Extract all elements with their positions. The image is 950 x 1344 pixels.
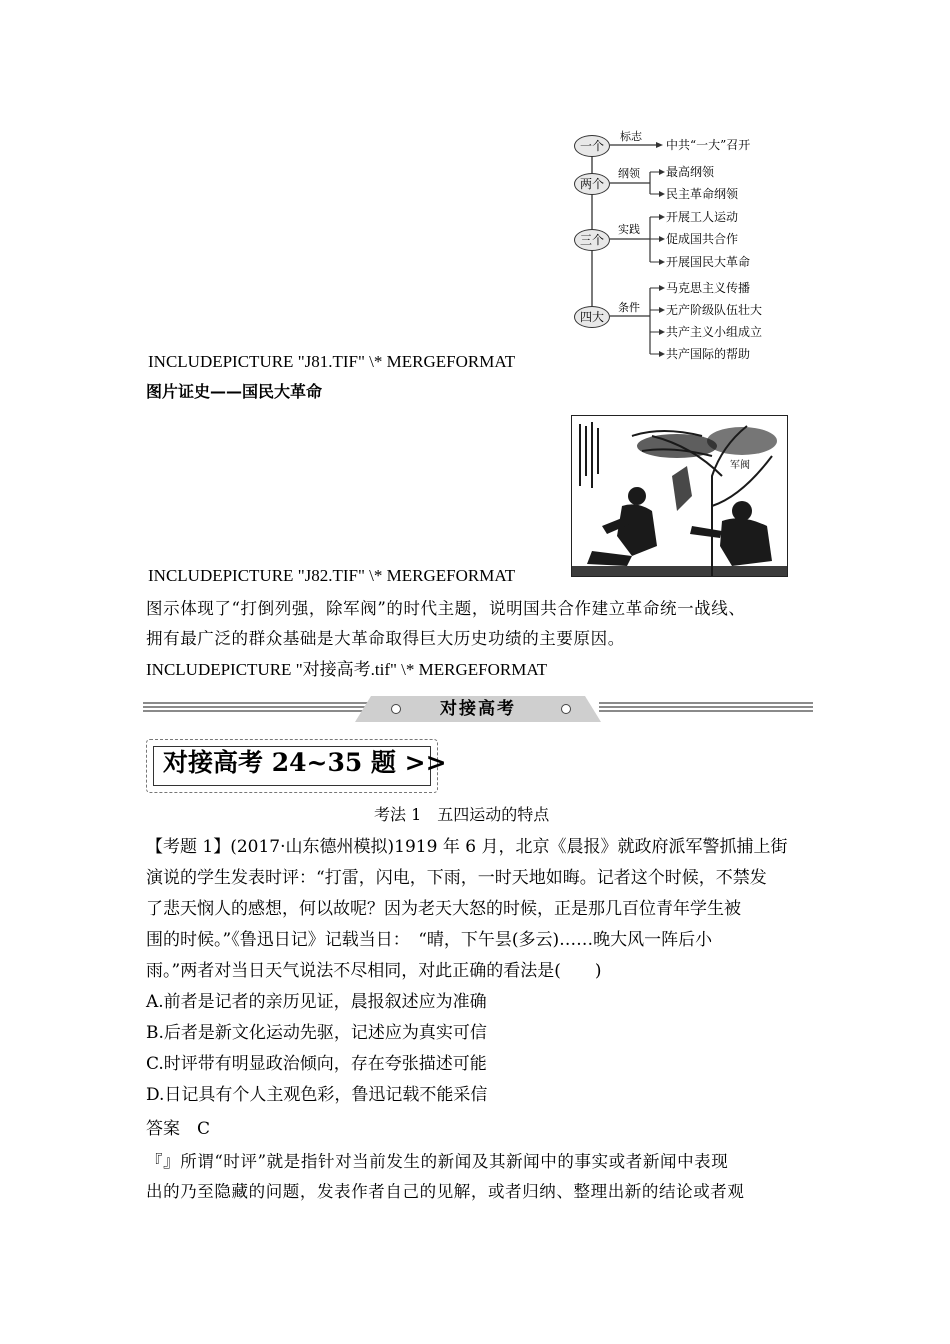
- leaf-one-1: 中共“一大”召开: [666, 138, 751, 152]
- analysis-line-2: 出的乃至隐藏的问题，发表作者自己的见解，或者归纳、整理出新的结论或者观: [146, 1182, 745, 1201]
- question-line-5: 雨。”两者对当日天气说法不尽相同，对此正确的看法是( ): [146, 961, 602, 981]
- leaf-two-1: 最高纲领: [666, 165, 715, 179]
- question-line-3: 了悲天悯人的感想，何以故呢？因为老天大怒的时候，正是那几百位青年学生被: [146, 899, 741, 919]
- branch-label-three: 实践: [618, 223, 640, 236]
- branch-label-four: 条件: [618, 301, 640, 314]
- option-d: D.日记具有个人主观色彩，鲁迅记载不能采信: [146, 1085, 488, 1105]
- illustration-drawing: [572, 416, 787, 576]
- analysis-line-1: 『』所谓“时评”就是指针对当前发生的新闻及其新闻中的事实或者新闻中表现: [146, 1152, 729, 1171]
- section-banner: [143, 696, 813, 722]
- leaf-four-2: 无产阶级队伍壮大: [666, 303, 763, 317]
- option-c: C.时评带有明显政治倾向，存在夸张描述可能: [146, 1054, 487, 1074]
- section-title: 图片证史——国民大革命: [146, 382, 323, 401]
- warlord-label: 军阀: [730, 460, 750, 471]
- leaf-four-4: 共产国际的帮助: [666, 347, 751, 361]
- leaf-two-2: 民主革命纲领: [666, 187, 739, 201]
- answer: 答案 C: [146, 1119, 211, 1139]
- leaf-three-3: 开展国民大革命: [666, 255, 751, 269]
- leaf-three-2: 促成国共合作: [666, 232, 739, 246]
- question-line-1: 【考题 1】(2017·山东德州模拟)1919 年 6 月，北京《晨报》就政府派军警抓捕上街: [146, 837, 788, 857]
- revolution-illustration: [571, 415, 788, 577]
- banner-stripes-right: [599, 702, 813, 716]
- explanation-line-2: 拥有最广泛的群众基础是大革命取得巨大历史功绩的主要原因。: [146, 629, 625, 648]
- mind-map-diagram: [570, 128, 820, 368]
- node-four: 四大: [574, 306, 610, 328]
- option-a: A.前者是记者的亲历见证，晨报叙述应为准确: [146, 992, 487, 1012]
- leaf-four-3: 共产主义小组成立: [666, 325, 763, 339]
- question-line-4: 围的时候。”《鲁迅日记》记载当日： “晴，下午昙(多云)……晚大风一阵后小: [146, 930, 713, 950]
- tag-title: 对接高考 24~35 题 >>: [163, 748, 447, 777]
- question-line-2: 演说的学生发表时评：“打雷，闪电，下雨，一时天地如晦。记者这个时候，不禁发: [146, 868, 767, 888]
- banner-stripes-left: [143, 702, 379, 716]
- node-three: 三个: [574, 229, 610, 251]
- explanation-line-1: 图示体现了“打倒列强，除军阀”的时代主题，说明国共合作建立革命统一战线、: [146, 599, 746, 618]
- field-code-j81: INCLUDEPICTURE "J81.TIF" \* MERGEFORMAT: [148, 352, 516, 371]
- option-b: B.后者是新文化运动先驱，记述应为真实可信: [146, 1023, 487, 1043]
- field-code-j82: INCLUDEPICTURE "J82.TIF" \* MERGEFORMAT: [148, 566, 516, 585]
- branch-label-two: 纲领: [618, 167, 640, 180]
- leaf-four-1: 马克思主义传播: [666, 281, 751, 295]
- node-two: 两个: [574, 173, 610, 195]
- banner-title: 对接高考: [440, 699, 516, 719]
- node-one: 一个: [574, 135, 610, 157]
- leaf-three-1: 开展工人运动: [666, 210, 739, 224]
- exam-range-tag: [146, 739, 447, 793]
- branch-label-one: 标志: [620, 130, 642, 143]
- method-title: 考法 1 五四运动的特点: [374, 805, 550, 824]
- field-code-banner: INCLUDEPICTURE "对接高考.tif" \* MERGEFORMAT: [146, 660, 548, 679]
